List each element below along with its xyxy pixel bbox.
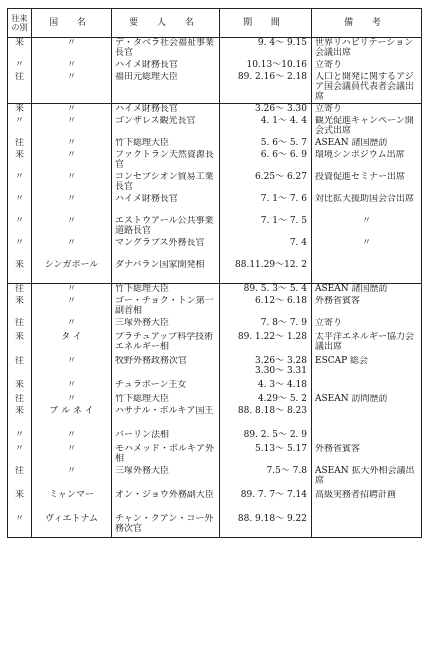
period-cell: 89. 2. 5～ 2. 9 — [220, 430, 312, 444]
period-cell: 9. 4～ 9.15 — [220, 38, 312, 60]
country-cell: 〃 — [32, 194, 112, 216]
table-header — [8, 9, 422, 38]
remarks-cell — [312, 260, 422, 284]
person-cell: ダナバラン国家開発相 — [112, 260, 220, 284]
direction-cell: 往 — [8, 138, 32, 150]
period-cell: 5. 6～ 5. 7 — [220, 138, 312, 150]
direction-cell: 〃 — [8, 116, 32, 138]
person-cell: 福田元総理大臣 — [112, 72, 220, 104]
person-cell: オン・ジョウ外務副大臣 — [112, 490, 220, 514]
period-cell: 88. 9.18～ 9.22 — [220, 514, 312, 538]
direction-cell: 〃 — [8, 194, 32, 216]
table-row — [8, 466, 422, 490]
direction-cell: 往 — [8, 284, 32, 296]
person-cell: モハメッド・ボルキア外相 — [112, 444, 220, 466]
person-cell: プラチュアップ科学技術エネルギー相 — [112, 332, 220, 356]
header-direction: 往来の別 — [8, 9, 32, 38]
country-cell: 〃 — [32, 284, 112, 296]
direction-cell: 往 — [8, 72, 32, 104]
person-cell: マングラプス外務長官 — [112, 238, 220, 260]
period-cell: 7.5～ 7.8 — [220, 466, 312, 490]
direction-cell: 来 — [8, 260, 32, 284]
period-cell: 4.29～ 5. 2 — [220, 394, 312, 406]
period-cell: 5.13～ 5.17 — [220, 444, 312, 466]
remarks-cell — [312, 380, 422, 394]
direction-cell: 往 — [8, 466, 32, 490]
country-cell: 〃 — [32, 150, 112, 172]
period-cell: 6.12～ 6.18 — [220, 296, 312, 318]
period-cell: 7. 8～ 7. 9 — [220, 318, 312, 332]
remarks-cell: 高級実務者招聘計画 — [312, 490, 422, 514]
table-row — [8, 60, 422, 72]
table-row — [8, 296, 422, 318]
country-cell: 〃 — [32, 138, 112, 150]
table-row — [8, 490, 422, 514]
direction-cell: 〃 — [8, 60, 32, 72]
remarks-cell — [312, 514, 422, 538]
person-cell: バーリン法相 — [112, 430, 220, 444]
period-cell: 89. 7. 7～ 7.14 — [220, 490, 312, 514]
table-body — [8, 38, 422, 538]
remarks-cell: 世界リハビリテーション会議出席 — [312, 38, 422, 60]
remarks-cell: 立寄り — [312, 60, 422, 72]
direction-cell: 来 — [8, 406, 32, 430]
country-cell: 〃 — [32, 104, 112, 116]
table-row — [8, 380, 422, 394]
person-cell: 牧野外務政務次官 — [112, 356, 220, 380]
person-cell: 三塚外務大臣 — [112, 466, 220, 490]
direction-cell: 〃 — [8, 514, 32, 538]
country-cell: タ イ — [32, 332, 112, 356]
remarks-cell: 投資促進セミナー出席 — [312, 172, 422, 194]
table-row — [8, 238, 422, 260]
period-cell: 7. 1～ 7. 6 — [220, 194, 312, 216]
remarks-cell: 太平洋エネルギー協力会議出席 — [312, 332, 422, 356]
table-row — [8, 430, 422, 444]
remarks-cell: 観光促進キャンペーン開会式出席 — [312, 116, 422, 138]
table-row — [8, 172, 422, 194]
table-row — [8, 194, 422, 216]
country-cell: 〃 — [32, 380, 112, 394]
table-row — [8, 356, 422, 380]
table-row — [8, 72, 422, 104]
table-row — [8, 104, 422, 116]
period-cell: 6. 6～ 6. 9 — [220, 150, 312, 172]
period-cell: 3.26～ 3.30 — [220, 104, 312, 116]
header-remarks: 備 考 — [312, 9, 422, 38]
country-cell: 〃 — [32, 444, 112, 466]
country-cell: 〃 — [32, 296, 112, 318]
period-cell: 3.26～ 3.28 3.30～ 3.31 — [220, 356, 312, 380]
period-cell: 7. 1～ 7. 5 — [220, 216, 312, 238]
visits-table — [7, 8, 422, 538]
country-cell: シンガポール — [32, 260, 112, 284]
remarks-cell — [312, 430, 422, 444]
direction-cell: 来 — [8, 38, 32, 60]
table-row — [8, 138, 422, 150]
direction-cell: 来 — [8, 490, 32, 514]
direction-cell: 〃 — [8, 238, 32, 260]
person-cell: 竹下総理大臣 — [112, 138, 220, 150]
person-cell: デ・タベラ社会福祉事業長官 — [112, 38, 220, 60]
remarks-cell: ASEAN 諸国歴訪 — [312, 284, 422, 296]
table-row — [8, 116, 422, 138]
country-cell: 〃 — [32, 238, 112, 260]
person-cell: ハイメ財務長官 — [112, 104, 220, 116]
table-row — [8, 150, 422, 172]
country-cell: 〃 — [32, 60, 112, 72]
table-row — [8, 216, 422, 238]
person-cell: ゴンザレス観光長官 — [112, 116, 220, 138]
country-cell: 〃 — [32, 216, 112, 238]
direction-cell: 来 — [8, 380, 32, 394]
table-row — [8, 444, 422, 466]
person-cell: 三塚外務大臣 — [112, 318, 220, 332]
period-cell: 4. 3～ 4.18 — [220, 380, 312, 394]
remarks-cell: ASEAN 拡大外相会議出席 — [312, 466, 422, 490]
direction-cell: 往 — [8, 356, 32, 380]
remarks-cell: 人口と開発に関するアジア国会議員代表者会議出席 — [312, 72, 422, 104]
country-cell: 〃 — [32, 430, 112, 444]
person-cell: ファクトラン天然資源長官 — [112, 150, 220, 172]
table-row — [8, 260, 422, 284]
country-cell: 〃 — [32, 116, 112, 138]
table-row — [8, 514, 422, 538]
remarks-cell: 〃 — [312, 238, 422, 260]
person-cell: ゴー・チョク・トン第一副首相 — [112, 296, 220, 318]
country-cell: 〃 — [32, 72, 112, 104]
person-cell: 竹下総理大臣 — [112, 394, 220, 406]
header-person: 要 人 名 — [112, 9, 220, 38]
period-cell: 89. 1.22～ 1.28 — [220, 332, 312, 356]
person-cell: エストウアール公共事業道路長官 — [112, 216, 220, 238]
remarks-cell: ASEAN 諸国歴訪 — [312, 138, 422, 150]
country-cell: ミャンマー — [32, 490, 112, 514]
country-cell: ブ ル ネ イ — [32, 406, 112, 430]
direction-cell: 来 — [8, 332, 32, 356]
period-cell: 7. 4 — [220, 238, 312, 260]
remarks-cell: 立寄り — [312, 104, 422, 116]
period-cell: 6.25～ 6.27 — [220, 172, 312, 194]
period-cell: 4. 1～ 4. 4 — [220, 116, 312, 138]
remarks-cell: 対比拡大援助国会合出席 — [312, 194, 422, 216]
remarks-cell: ASEAN 訪問歴訪 — [312, 394, 422, 406]
person-cell: チュラボーン王女 — [112, 380, 220, 394]
remarks-cell: 〃 — [312, 216, 422, 238]
person-cell: ハイメ財務長官 — [112, 60, 220, 72]
table-row — [8, 284, 422, 296]
remarks-cell — [312, 406, 422, 430]
country-cell: 〃 — [32, 38, 112, 60]
table-row — [8, 394, 422, 406]
person-cell: チャン・クアン・コー外務次官 — [112, 514, 220, 538]
table-row — [8, 318, 422, 332]
direction-cell: 〃 — [8, 172, 32, 194]
remarks-cell: 立寄り — [312, 318, 422, 332]
direction-cell: 来 — [8, 150, 32, 172]
header-period: 期 間 — [220, 9, 312, 38]
remarks-cell: 外務省賓客 — [312, 444, 422, 466]
remarks-cell: ESCAP 総会 — [312, 356, 422, 380]
person-cell: 竹下総理大臣 — [112, 284, 220, 296]
person-cell: ハサナル・ボルキア国王 — [112, 406, 220, 430]
direction-cell: 〃 — [8, 430, 32, 444]
direction-cell: 来 — [8, 296, 32, 318]
table-row — [8, 38, 422, 60]
country-cell: 〃 — [32, 394, 112, 406]
header-country: 国 名 — [32, 9, 112, 38]
period-cell: 10.13～10.16 — [220, 60, 312, 72]
direction-cell: 来 — [8, 104, 32, 116]
table-row — [8, 332, 422, 356]
period-cell: 89. 5. 3～ 5. 4 — [220, 284, 312, 296]
person-cell: コンセプシオン貿易工業長官 — [112, 172, 220, 194]
direction-cell: 往 — [8, 394, 32, 406]
period-cell: 89. 2.16～ 2.18 — [220, 72, 312, 104]
table-row — [8, 406, 422, 430]
country-cell: ヴィエトナム — [32, 514, 112, 538]
direction-cell: 往 — [8, 318, 32, 332]
country-cell: 〃 — [32, 356, 112, 380]
person-cell: ハイメ財務長官 — [112, 194, 220, 216]
direction-cell: 〃 — [8, 216, 32, 238]
country-cell: 〃 — [32, 318, 112, 332]
remarks-cell: 外務省賓客 — [312, 296, 422, 318]
direction-cell: 〃 — [8, 444, 32, 466]
country-cell: 〃 — [32, 172, 112, 194]
period-cell: 88. 8.18～ 8.23 — [220, 406, 312, 430]
remarks-cell: 環境シンポジウム出席 — [312, 150, 422, 172]
period-cell: 88.11.29～12. 2 — [220, 260, 312, 284]
country-cell: 〃 — [32, 466, 112, 490]
